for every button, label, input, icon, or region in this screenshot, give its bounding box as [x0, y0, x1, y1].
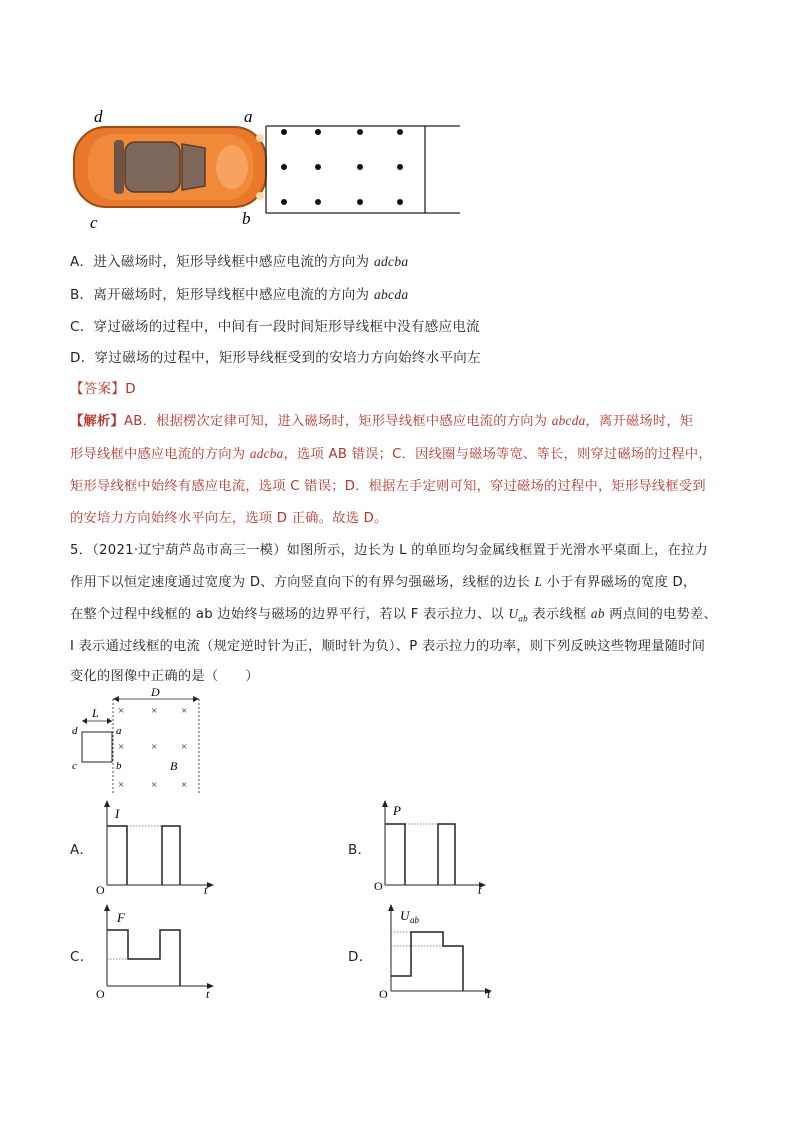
svg-text:O: O [379, 987, 388, 999]
svg-text:c: c [72, 760, 77, 772]
svg-text:b: b [116, 760, 122, 772]
svg-text:O: O [96, 987, 105, 999]
car-field-figure [70, 100, 470, 235]
svg-text:O: O [374, 879, 383, 893]
svg-text:×: × [118, 705, 125, 717]
graph-a [92, 800, 222, 895]
svg-text:a: a [116, 725, 122, 737]
label-b: b [242, 209, 251, 228]
svg-text:×: × [118, 741, 125, 753]
svg-text:t: t [204, 883, 208, 895]
svg-text:×: × [151, 705, 158, 717]
svg-text:×: × [151, 779, 158, 791]
analysis-line-3: 矩形导线框中始终有感应电流，选项 C 错误；D．根据左手定则可知，穿过磁场的过程中，矩形导线框受到 [70, 479, 706, 494]
analysis-line-1: 【解析】AB．根据楞次定律可知，进入磁场时，矩形导线框中感应电流的方向为 abcda，离开磁场时，矩 [70, 413, 694, 429]
svg-text:B: B [170, 759, 178, 773]
svg-text:F: F [117, 910, 125, 925]
car-image [74, 127, 266, 207]
analysis-line-2: 形导线框中感应电流的方向为 adcba，选项 AB 错误；C．因线圈与磁场等宽、等长，则穿过磁场的过程中， [70, 446, 712, 462]
svg-text:×: × [181, 779, 188, 791]
svg-text:P: P [393, 803, 401, 818]
graph-d-label: D． [348, 949, 373, 965]
svg-text:I: I [115, 806, 120, 821]
graph-d [370, 904, 500, 999]
q5-line-2: 作用下以恒定速度通过宽度为 D、方向竖直向下的有界匀强磁场，线框的边长 L 小于有界磁场的宽度 D， [70, 574, 697, 590]
svg-text:t: t [487, 987, 491, 999]
q5-line-1: 5．（2021·辽宁葫芦岛市高三一模）如图所示，边长为 L 的单匝均匀金属线框置于光滑水平桌面上，在拉力 [70, 543, 708, 558]
graph-b-label: B． [348, 842, 372, 858]
q5-line-3: 在整个过程中线框的 ab 边始终与磁场的边界平行，若以 F 表示拉力、以 $U_{ab}$ 表示线框 ab 两点间的电势差、 [70, 606, 718, 624]
svg-text:d: d [72, 725, 78, 737]
svg-text:U: U [400, 908, 410, 923]
option-d: D．穿过磁场的过程中，矩形导线框受到的安培力方向始终水平向左 [70, 350, 481, 366]
svg-text:ab: ab [410, 915, 419, 925]
option-c: C．穿过磁场的过程中，中间有一段时间矩形导线框中没有感应电流 [70, 319, 480, 335]
label-a: a [244, 107, 253, 126]
svg-text:O: O [96, 883, 105, 895]
label-c: c [90, 213, 98, 232]
svg-text:D: D [151, 685, 160, 699]
graph-b [370, 800, 500, 895]
svg-text:×: × [118, 779, 125, 791]
svg-text:t: t [206, 987, 210, 999]
graph-a-label: A． [70, 842, 94, 858]
loop-field-figure [66, 684, 206, 799]
svg-text:t: t [478, 883, 482, 895]
graph-c [92, 904, 222, 999]
q5-line-4: I 表示通过线框的电流（规定逆时针为正，顺时针为负）、P 表示拉力的功率，则下列反映这些物理量随时间 [70, 639, 706, 654]
q5-line-5: 变化的图像中正确的是（ ） [70, 669, 259, 684]
analysis-line-4: 的安培力方向始终水平向左，选项 D 正确。故选 D。 [70, 511, 388, 526]
label-d: d [94, 107, 103, 126]
svg-text:×: × [151, 741, 158, 753]
svg-text:×: × [181, 741, 188, 753]
graph-c-label: C． [70, 949, 94, 965]
svg-text:L: L [92, 706, 99, 720]
answer: 【答案】D [70, 381, 136, 397]
option-b: B．离开磁场时，矩形导线框中感应电流的方向为 abcda [70, 287, 409, 303]
svg-text:×: × [181, 705, 188, 717]
option-a: A．进入磁场时，矩形导线框中感应电流的方向为 adcba [70, 254, 409, 270]
